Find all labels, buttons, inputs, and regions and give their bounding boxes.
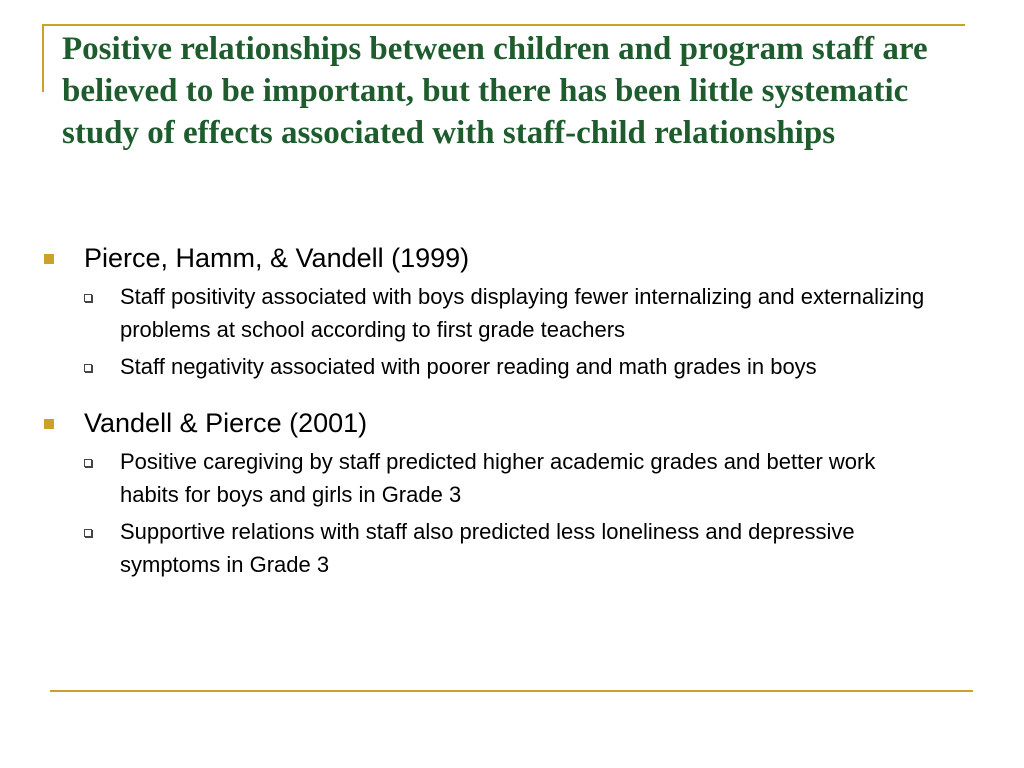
left-accent-rule (42, 24, 44, 92)
hollow-square-bullet-icon (84, 459, 92, 467)
list-item-text: Staff negativity associated with poorer reading and math grades in boys (120, 354, 817, 379)
list-item-text: Supportive relations with staff also predicted less loneliness and depressive symptoms in Grade 3 (120, 519, 855, 577)
section-vandell-pierce (44, 403, 974, 581)
list-item (44, 280, 974, 346)
square-bullet-icon (44, 254, 54, 264)
square-bullet-icon (44, 419, 54, 429)
hollow-square-bullet-icon (84, 364, 92, 372)
section-heading-text: Vandell & Pierce (2001) (84, 408, 368, 438)
bottom-accent-rule (50, 690, 973, 692)
sub-bullet-list (44, 445, 974, 581)
section-pierce-hamm-vandell (44, 238, 974, 383)
list-item-text: Staff positivity associated with boys displaying fewer internalizing and externalizing problems at school according to first grade teachers (120, 284, 925, 342)
slide-title: Positive relationships between children and program staff are believed to be important, but there has been little systematic study of effects associated with staff-child relationships (62, 31, 928, 151)
top-accent-rule (42, 24, 965, 26)
list-item (44, 445, 974, 511)
section-heading (44, 403, 974, 443)
section-heading-text: Pierce, Hamm, & Vandell (1999) (84, 243, 470, 273)
section-heading (44, 238, 974, 278)
hollow-square-bullet-icon (84, 529, 92, 537)
hollow-square-bullet-icon (84, 294, 92, 302)
list-item-text: Positive caregiving by staff predicted higher academic grades and better work habits for boys and girls in Grade 3 (120, 449, 876, 507)
list-item (44, 350, 974, 383)
list-item (44, 515, 974, 581)
sub-bullet-list (44, 280, 974, 383)
slide-content (44, 238, 974, 601)
